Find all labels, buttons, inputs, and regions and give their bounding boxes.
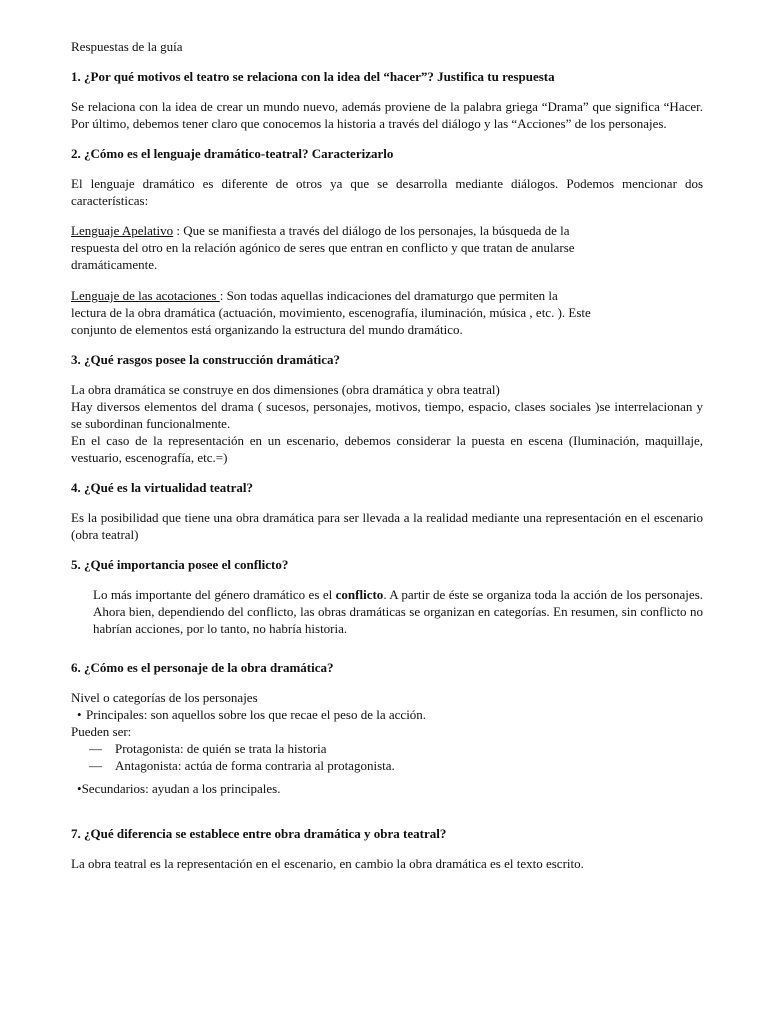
question-7: 7. ¿Qué diferencia se establece entre obra dramática y obra teatral? <box>71 826 447 841</box>
lenguaje-apelativo-text-1: : Que se manifiesta a través del diálogo de los personajes, la búsqueda de la <box>173 223 570 238</box>
secundarios-text: Secundarios: ayudan a los principales. <box>81 781 281 796</box>
answer-5-post: . A partir de éste se organiza toda la acción de los personajes. Ahora bien, dependiendo del conflicto, las obras dramáticas se organizan en categorías. En resumen, sin conflicto no habrían acciones, por lo tanto, no habría historia. <box>93 587 703 636</box>
principales-text: Principales: son aquellos sobre los que recae el peso de la acción. <box>86 707 427 722</box>
list-item-secundarios <box>71 780 703 797</box>
dash-icon: — <box>89 758 102 773</box>
question-2: 2. ¿Cómo es el lenguaje dramático-teatral? Caracterizarlo <box>71 146 394 161</box>
answer-5-bold: conflicto <box>335 587 384 602</box>
answer-3-line-1: La obra dramática se construye en dos dimensiones (obra dramática y obra teatral) <box>71 382 500 397</box>
question-1: 1. ¿Por qué motivos el teatro se relaciona con la idea del “hacer”? Justifica tu respuesta <box>71 69 555 84</box>
answer-7: La obra teatral es la representación en el escenario, en cambio la obra dramática es el texto escrito. <box>71 856 584 871</box>
answer-3-para-3: En el caso de la representación en un escenario, debemos considerar la puesta en escena (Iluminación, maquillaje, vestuario, escenografía, etc.=) <box>71 433 703 465</box>
answer-5-pre: Lo más importante del género dramático es el <box>93 587 336 602</box>
answer-1: Se relaciona con la idea de crear un mundo nuevo, además proviene de la palabra griega “Drama” que significa “Hacer. Por último, debemos tener claro que conocemos la historia a través del diálogo y las “Acciones” de los personajes. <box>71 99 703 131</box>
question-4: 4. ¿Qué es la virtualidad teatral? <box>71 480 253 495</box>
document-page <box>71 38 703 872</box>
answer-4: Es la posibilidad que tiene una obra dramática para ser llevada a la realidad mediante una representación en el escenario (obra teatral) <box>71 510 703 542</box>
question-3: 3. ¿Qué rasgos posee la construcción dramática? <box>71 352 341 367</box>
antagonista-text: Antagonista: actúa de forma contraria al protagonista. <box>115 758 395 773</box>
list-item-protagonista <box>71 740 703 757</box>
list-item-principales <box>71 706 703 723</box>
pueden-ser-label: Pueden ser: <box>71 724 132 739</box>
lenguaje-acotaciones-block <box>71 287 703 338</box>
lenguaje-acotaciones-text-2: lectura de la obra dramática (actuación, movimiento, escenografía, iluminación, música , etc. ). Este <box>71 305 591 320</box>
lenguaje-apelativo-label: Lenguaje Apelativo <box>71 223 174 238</box>
question-5: 5. ¿Qué importancia posee el conflicto? <box>71 557 289 572</box>
bullet-icon: • <box>77 781 82 796</box>
lenguaje-apelativo-text-3: dramáticamente. <box>71 257 158 272</box>
protagonista-text: Protagonista: de quién se trata la historia <box>115 741 327 756</box>
lenguaje-acotaciones-label: Lenguaje de las acotaciones <box>71 288 220 303</box>
question-6: 6. ¿Cómo es el personaje de la obra dramática? <box>71 660 334 675</box>
answer-6-line-1: Nivel o categorías de los personajes <box>71 690 258 705</box>
lenguaje-apelativo-text-2: respuesta del otro en la relación agónico de seres que entran en conflicto y que tratan de anularse <box>71 240 575 255</box>
answer-3-para-2: Hay diversos elementos del drama ( sucesos, personajes, motivos, tiempo, espacio, clases sociales )se interrelacionan y se subordinan funcionalmente. <box>71 399 703 431</box>
lenguaje-acotaciones-text-3: conjunto de elementos está organizando la estructura del mundo dramático. <box>71 322 463 337</box>
bullet-icon: • <box>77 707 82 722</box>
answer-5 <box>71 586 703 637</box>
lenguaje-acotaciones-text-1: : Son todas aquellas indicaciones del dramaturgo que permiten la <box>219 288 558 303</box>
dash-icon: — <box>89 741 102 756</box>
lenguaje-apelativo-block <box>71 222 703 273</box>
answer-2: El lenguaje dramático es diferente de otros ya que se desarrolla mediante diálogos. Podemos mencionar dos características: <box>71 176 703 208</box>
document-title: Respuestas de la guía <box>71 39 183 54</box>
list-item-antagonista <box>71 757 703 774</box>
